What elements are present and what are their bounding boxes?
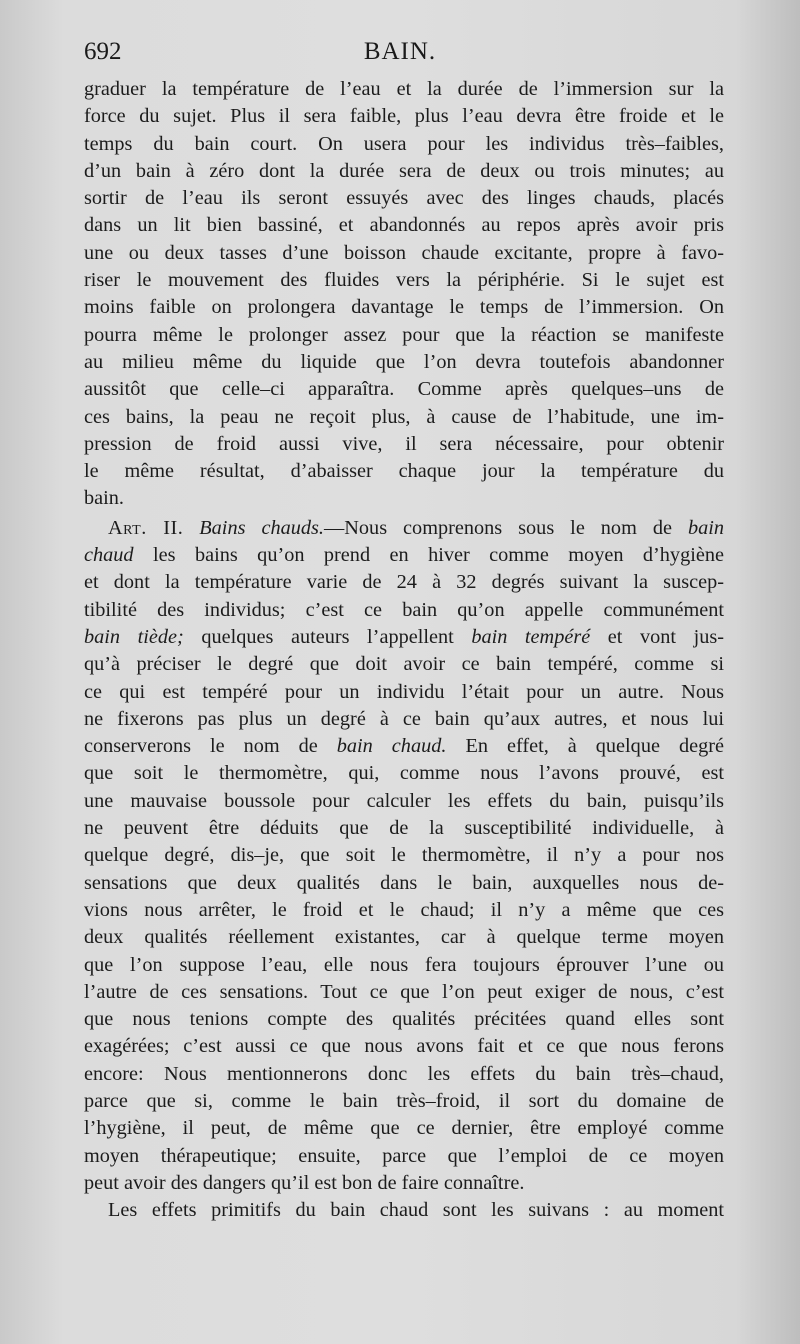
text-fragment: En effet, à quelque degré (465, 735, 724, 758)
text-fragment: et vont jus- (607, 625, 724, 648)
text-line: ce qui est tempéré pour un individu l’était pour un autre. Nous (84, 680, 724, 703)
text-line: ne fixerons pas plus un degré à ce bain qu’aux autres, et nous lui (84, 707, 724, 730)
text-line: bain. (84, 487, 124, 510)
text-line: que l’on suppose l’eau, elle nous fera toujours éprouver l’une ou (84, 953, 724, 976)
text-line: l’hygiène, il peut, de même que ce dernier, être employé comme (84, 1117, 724, 1140)
italic-term: chaud (84, 544, 134, 567)
paragraph-continuation (84, 76, 724, 513)
text-line: vions nous arrêter, le froid et le chaud; il n’y a même que ces (84, 898, 724, 921)
text-fragment: —Nous comprenons sous le nom de (323, 516, 672, 539)
text-line: encore: Nous mentionnerons donc les effets du bain très–chaud, (84, 1062, 724, 1085)
body-text (84, 76, 724, 1224)
text-line: au milieu même du liquide que l’on devra toutefois abandonner (84, 350, 724, 373)
text-line (84, 624, 724, 651)
text-line: dans un lit bien bassiné, et abandonnés au repos après avoir pris (84, 214, 724, 237)
text-line: pression de froid aussi vive, il sera nécessaire, pour obtenir (84, 432, 724, 455)
paragraph-effects (84, 1197, 724, 1224)
italic-term: bain tiède; (84, 625, 184, 648)
text-line: moins faible on prolongera davantage le temps de l’immersion. On (84, 296, 724, 319)
text-line (84, 542, 724, 569)
text-line: Les effets primitifs du bain chaud sont les suivans : au moment (108, 1199, 724, 1222)
italic-term: bain tempéré (471, 625, 591, 648)
text-line: ne peuvent être déduits que de la susceptibilité individuelle, à (84, 817, 724, 840)
italic-term: bain chaud. (336, 735, 447, 758)
text-line: et dont la température varie de 24 à 32 degrés suivant la suscep- (84, 571, 724, 594)
text-line: temps du bain court. On usera pour les individus très–faibles, (84, 132, 724, 155)
text-line: sortir de l’eau ils seront essuyés avec des linges chauds, placés (84, 187, 724, 210)
text-line: quelque degré, dis–je, que soit le thermomètre, il n’y a pour nos (84, 844, 724, 867)
running-title: BAIN. (363, 38, 437, 65)
text-line: qu’à préciser le degré que doit avoir ce bain tempéré, comme si (84, 653, 724, 676)
text-line: riser le mouvement des fluides vers la périphérie. Si le sujet est (84, 269, 724, 292)
text-line: parce que si, comme le bain très–froid, il sort du domaine de (84, 1089, 724, 1112)
text-line: que nous tenions compte des qualités précitées quand elles sont (84, 1008, 724, 1031)
page-number: 692 (84, 38, 122, 65)
text-line: aussitôt que celle–ci apparaîtra. Comme après quelques–uns de (84, 378, 724, 401)
page-header (84, 38, 716, 72)
text-line: que soit le thermomètre, qui, comme nous l’avons prouvé, est (84, 762, 724, 785)
italic-term: bain (687, 516, 724, 539)
text-line: graduer la température de l’eau et la durée de l’immersion sur la (84, 78, 724, 100)
article-2-paragraph (84, 515, 724, 1197)
text-line: l’autre de ces sensations. Tout ce que l’on peut exiger de nous, c’est (84, 980, 724, 1003)
text-line: deux qualités réellement existantes, car à quelque terme moyen (84, 926, 724, 949)
text-line: d’un bain à zéro dont la durée sera de deux ou trois minutes; au (84, 159, 724, 182)
article-label: Art. II. (108, 516, 184, 539)
text-line: force du sujet. Plus il sera faible, plus l’eau devra être froide et le (84, 105, 724, 128)
text-line: tibilité des individus; c’est ce bain qu’on appelle communément (84, 598, 724, 621)
text-fragment: les bains qu’on prend en hiver comme moyen d’hygiène (153, 544, 724, 567)
text-line: peut avoir des dangers qu’il est bon de faire connaître. (84, 1171, 525, 1194)
text-line: le même résultat, d’abaisser chaque jour la température du (84, 460, 724, 483)
text-line: une mauvaise boussole pour calculer les effets du bain, puisqu’ils (84, 789, 724, 812)
text-line: une ou deux tasses d’une boisson chaude excitante, propre à favo- (84, 241, 724, 264)
text-line (84, 733, 724, 760)
text-fragment: quelques auteurs l’appellent (201, 625, 454, 648)
text-line: moyen thérapeutique; ensuite, parce que l’emploi de ce moyen (84, 1144, 724, 1167)
text-fragment: conserverons le nom de (84, 735, 318, 758)
text-line: exagérées; c’est aussi ce que nous avons fait et ce que nous ferons (84, 1035, 724, 1058)
article-title: Bains chauds. (199, 516, 324, 539)
text-line: ces bains, la peau ne reçoit plus, à cause de l’habitude, une im- (84, 405, 724, 428)
text-line: sensations que deux qualités dans le bain, auxquelles nous de- (84, 871, 724, 894)
article-heading-line (84, 515, 724, 542)
text-line: pourra même le prolonger assez pour que la réaction se manifeste (84, 323, 724, 346)
